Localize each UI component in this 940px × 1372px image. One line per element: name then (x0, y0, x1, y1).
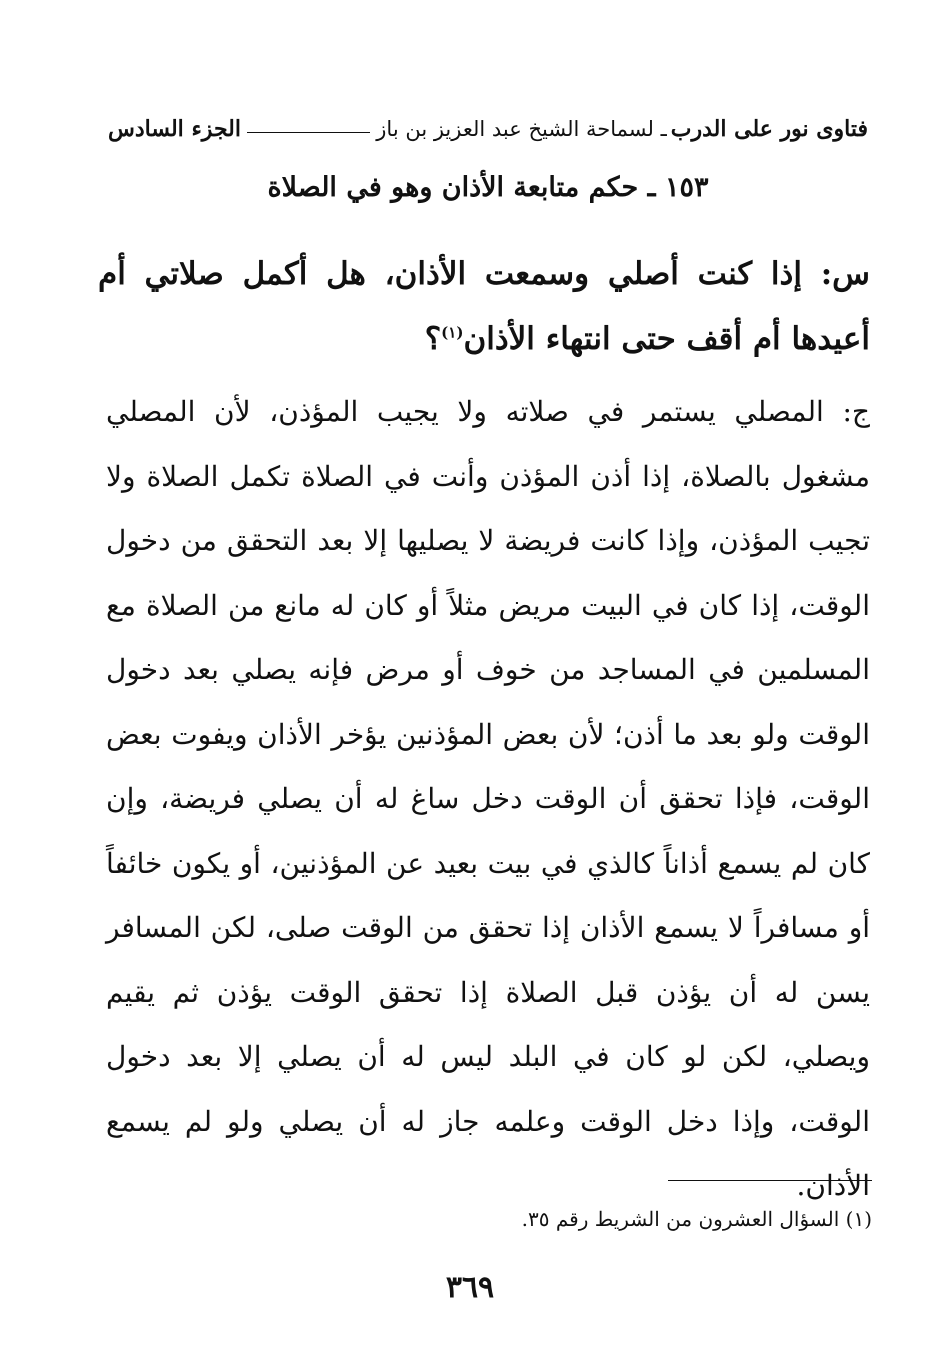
author-name: ـ لسماحة الشيخ عبد العزيز بن باز (376, 117, 667, 141)
answer-label: ج: (842, 395, 870, 428)
footnote-separator (668, 1180, 872, 1181)
page-number: ٣٦٩ (445, 1270, 495, 1305)
running-header (108, 112, 868, 146)
header-rule (247, 132, 370, 133)
footnote-marker: (١) (845, 1207, 872, 1231)
answer-text: المصلي يستمر في صلاته ولا يجيب المؤذن، لأن المصلي مشغول بالصلاة، إذا أذن المؤذن وأنت في الصلاة تكمل الصلاة ولا تجيب المؤذن، وإذا كانت فريضة لا يصليها إلا بعد التحقق من دخول الوقت، إذا كان في البيت مريض مثلاً أو كان له مانع من الصلاة مع المسلمين في المساجد من خوف أو مرض فإنه يصلي بعد دخول الوقت ولو بعد ما أذن؛ لأن بعض المؤذنين يؤخر الأذان ويفوت بعض الوقت، فإذا تحقق أن الوقت دخل ساغ له أن يصلي فريضة، وإن كان لم يسمع أذاناً كالذي في بيت بعيد عن المؤذنين، أو يكون خائفاً أو مسافراً لا يسمع الأذان إذا تحقق من الوقت صلى، لكن المسافر يسن له أن يؤذن قبل الصلاة إذا تحقق الوقت يؤذن ثم يقيم ويصلي، لكن لو كان في البلد ليس له أن يصلي إلا بعد دخول الوقت، وإذا دخل الوقت وعلمه جاز له أن يصلي ولو لم يسمع الأذان. (106, 395, 870, 1202)
footnote (106, 1202, 872, 1236)
footnote-text: السؤال العشرون من الشريط رقم ٣٥. (521, 1207, 840, 1231)
chapter-title: ١٥٣ ـ حكم متابعة الأذان وهو في الصلاة (267, 172, 709, 203)
question-paragraph (98, 242, 870, 372)
question-end-mark: ؟ (424, 321, 442, 357)
footnote-reference[interactable]: (١) (441, 323, 464, 342)
question-label: س: (820, 256, 871, 292)
question-text: إذا كنت أصلي وسمعت الأذان، هل أكمل صلاتي أم أعيدها أم أقف حتى انتهاء الأذان (98, 256, 870, 357)
volume-label: الجزء السادس (108, 116, 241, 142)
book-title: فتاوى نور على الدرب (670, 116, 868, 142)
answer-paragraph (106, 380, 870, 1219)
